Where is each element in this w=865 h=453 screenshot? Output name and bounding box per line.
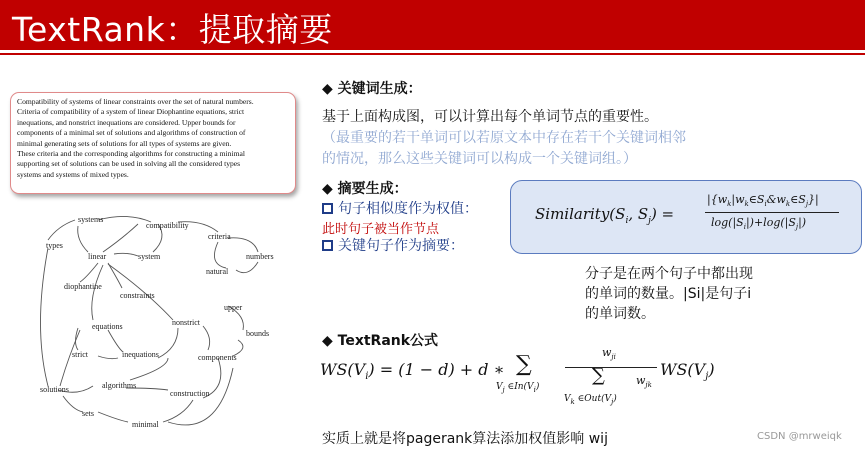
sum-sign-1: ∑ bbox=[516, 352, 532, 377]
abstract-line: Criteria of compatibility of a system of linear Diophantine equations, strict bbox=[17, 107, 245, 117]
footer-note: 实质上就是将pagerank算法添加权值影响 wij bbox=[322, 431, 608, 447]
sum2-out: ∈Out(V bbox=[574, 394, 612, 404]
sim-num-k: k bbox=[727, 200, 732, 209]
sim-lhs-sub-j: j bbox=[648, 216, 651, 226]
explanation-line2: 的单词的数量。|Si|是句子i bbox=[585, 286, 752, 302]
similarity-denominator bbox=[711, 216, 806, 231]
weight-denominator-w bbox=[636, 374, 652, 389]
keywords-note-line2: 的情况，那么这些关键词可以构成一个关键词组。） bbox=[322, 151, 637, 167]
formula-heading-row bbox=[322, 330, 438, 350]
sim-den-i: i bbox=[743, 223, 746, 232]
sum2-close: ) bbox=[613, 394, 617, 404]
graph-nodes bbox=[40, 215, 274, 429]
keywords-body: 基于上面构成图，可以计算出每个单词节点的重要性。 bbox=[322, 109, 658, 125]
sim-num-j: j bbox=[805, 200, 809, 209]
sim-lhs-close: ) = bbox=[650, 205, 675, 223]
formula-heading: TextRank公式 bbox=[337, 333, 439, 349]
abstract-line: These criteria and the corresponding algorithms for constructing a minimal bbox=[17, 149, 245, 159]
diamond-bullet-icon: ◆ bbox=[322, 181, 338, 197]
similarity-numerator bbox=[707, 193, 819, 208]
summary-red-note: 此时句子被当作节点 bbox=[322, 222, 440, 237]
abstract-line: components of a minimal set of solutions and algorithms of construction of bbox=[17, 128, 246, 138]
ws-rhs-text: WS(V bbox=[660, 360, 706, 379]
node-solutions: solutions bbox=[40, 385, 69, 394]
sum2-k: k bbox=[570, 397, 575, 406]
keywords-heading-row bbox=[322, 78, 422, 98]
node-nonstrict: nonstrict bbox=[172, 318, 200, 327]
weight-numerator bbox=[602, 346, 616, 361]
abstract-line: systems and systems of mixed types. bbox=[17, 169, 129, 179]
node-minimal: minimal bbox=[132, 420, 159, 429]
similarity-formula-box bbox=[510, 180, 862, 254]
summary-item-2-label: 关键句子作为摘要： bbox=[338, 238, 464, 254]
wjk-w: w bbox=[636, 374, 646, 387]
node-criteria: criteria bbox=[208, 232, 231, 241]
sum1-j: j bbox=[502, 385, 505, 394]
sim-num-b: |w bbox=[731, 193, 745, 206]
graph-edges bbox=[41, 216, 259, 425]
ws-rhs-sub: j bbox=[705, 371, 709, 383]
abstract-text bbox=[17, 97, 289, 180]
sim-den-c: |) bbox=[798, 216, 807, 229]
ws-rhs-close: ) bbox=[708, 360, 715, 379]
textrank-formula bbox=[320, 346, 740, 416]
sim-num-i: i bbox=[764, 200, 767, 209]
abstract-line: inequations, and nonstrict inequations are considered. Upper bounds for bbox=[17, 117, 236, 127]
sim-num-a: |{w bbox=[707, 193, 728, 206]
square-bullet-icon bbox=[322, 203, 333, 214]
sum1-v: V bbox=[496, 382, 503, 392]
node-sets: sets bbox=[82, 409, 94, 418]
summary-item-1 bbox=[322, 198, 478, 218]
sim-lhs-sub-i: i bbox=[625, 216, 629, 226]
sim-num-k2: k bbox=[744, 200, 749, 209]
node-systems: systems bbox=[78, 215, 104, 224]
sum-1-subscript bbox=[496, 382, 539, 394]
node-diophantine: diophantine bbox=[64, 282, 102, 291]
wji-w: w bbox=[602, 346, 612, 359]
sum1-i: i bbox=[533, 385, 536, 394]
watermark: CSDN @mrweiqk bbox=[757, 431, 842, 442]
summary-heading-row bbox=[322, 178, 408, 198]
ws-lhs-text: WS(V bbox=[320, 360, 366, 379]
node-components: components bbox=[198, 353, 237, 362]
sim-den-j: j bbox=[795, 223, 799, 232]
wji-sub: ji bbox=[611, 353, 616, 362]
sum1-close: ) bbox=[535, 382, 540, 392]
sim-num-k3: k bbox=[785, 200, 791, 209]
sim-num-d: &w bbox=[766, 193, 786, 206]
wjk-sub: jk bbox=[645, 381, 652, 390]
diamond-bullet-icon: ◆ bbox=[322, 333, 338, 349]
sum-sign-2: ∑ bbox=[592, 365, 605, 386]
node-constraints: constraints bbox=[120, 291, 155, 300]
sim-lhs-text: Similarity(S bbox=[535, 205, 626, 223]
title-bar bbox=[0, 0, 865, 50]
node-upper: upper bbox=[224, 303, 243, 312]
explanation-line3: 的单词数。 bbox=[585, 306, 655, 322]
sim-den-a: log(|S bbox=[711, 216, 744, 229]
title-divider bbox=[0, 53, 865, 55]
page-title: TextRank：提取摘要 bbox=[12, 10, 333, 49]
abstract-line: minimal generating sets of solutions for all types of systems are given. bbox=[17, 138, 232, 148]
abstract-line: Compatibility of systems of linear constraints over the set of natural numbers. bbox=[17, 97, 254, 106]
sum-2-subscript bbox=[564, 394, 617, 406]
node-numbers: numbers bbox=[246, 252, 274, 261]
summary-item-1-label: 句子相似度作为权值： bbox=[338, 201, 478, 217]
keywords-note-line1: （最重要的若干单词可以若原文本中存在若干个关键词相邻 bbox=[322, 130, 686, 146]
sim-den-b: |)+log(|S bbox=[745, 216, 796, 229]
node-inequations: inequations bbox=[122, 350, 159, 359]
node-types: types bbox=[46, 241, 63, 250]
keywords-heading: 关键词生成： bbox=[337, 81, 422, 97]
ws-lhs-rest: ) = (1 − d) + d ∗ bbox=[368, 360, 505, 379]
node-bounds: bounds bbox=[246, 329, 270, 338]
sim-num-e: ∈S bbox=[790, 193, 806, 206]
sim-num-f: }| bbox=[808, 193, 819, 206]
node-natural: natural bbox=[206, 267, 229, 276]
abstract-line: supporting set of solutions can be used in solving all the considered types bbox=[17, 159, 241, 169]
node-compatibility: compatibility bbox=[146, 221, 189, 230]
abstract-box bbox=[10, 92, 296, 194]
sum2-j: j bbox=[611, 397, 614, 406]
diamond-bullet-icon: ◆ bbox=[322, 81, 338, 97]
explanation-line1: 分子是在两个句子中都出现 bbox=[585, 266, 753, 282]
similarity-lhs bbox=[535, 205, 674, 226]
summary-heading: 摘要生成： bbox=[337, 181, 408, 197]
sim-lhs-comma: , S bbox=[628, 205, 649, 223]
sum2-v: V bbox=[564, 394, 571, 404]
ws-rhs bbox=[660, 360, 715, 382]
node-equations: equations bbox=[92, 322, 123, 331]
ws-lhs bbox=[320, 360, 505, 382]
node-algorithms: algorithms bbox=[102, 381, 137, 390]
node-system: system bbox=[138, 252, 161, 261]
keyword-graph bbox=[18, 208, 294, 440]
square-bullet-icon bbox=[322, 240, 333, 251]
node-construction: construction bbox=[170, 389, 210, 398]
sim-num-c: ∈S bbox=[748, 193, 765, 206]
node-strict: strict bbox=[72, 350, 88, 359]
node-linear: linear bbox=[88, 252, 107, 261]
sum1-in: ∈In(V bbox=[504, 382, 534, 392]
weight-fraction-bar bbox=[565, 367, 657, 368]
similarity-fraction-bar bbox=[705, 212, 839, 213]
summary-item-2 bbox=[322, 235, 464, 255]
ws-lhs-sub: i bbox=[365, 371, 369, 383]
